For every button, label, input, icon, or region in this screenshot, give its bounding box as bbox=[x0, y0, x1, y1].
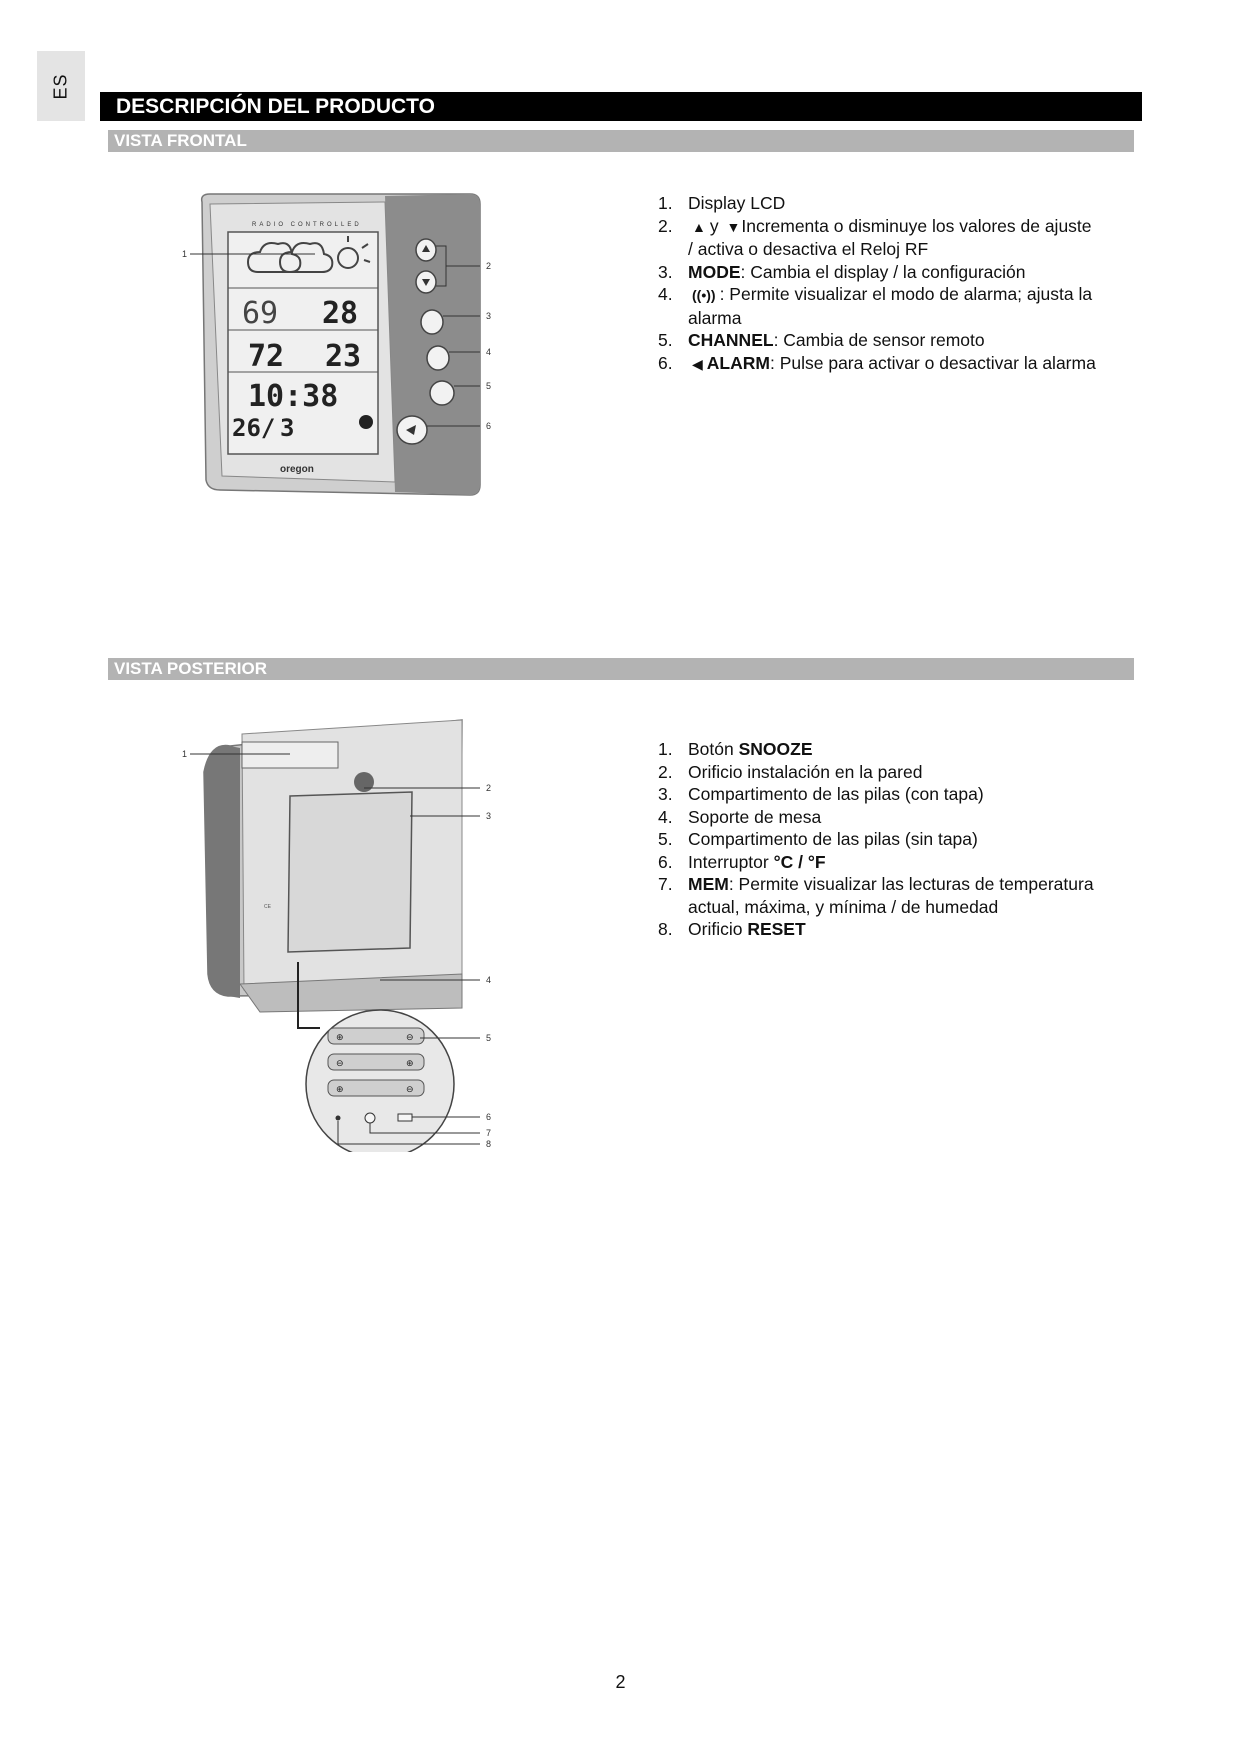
language-tab-label: ES bbox=[50, 72, 71, 100]
lcd-temperature-indoor: 72 bbox=[248, 339, 285, 374]
callout-1: 1 bbox=[182, 249, 188, 259]
legend-item: 8. Orificio RESET bbox=[658, 919, 806, 939]
svg-text:⊖: ⊖ bbox=[406, 1085, 414, 1095]
callout-2: 2 bbox=[486, 783, 492, 793]
section-heading-back: VISTA POSTERIOR bbox=[108, 658, 1134, 680]
svg-text:⊖: ⊖ bbox=[406, 1033, 414, 1043]
moon-phase-icon bbox=[359, 415, 373, 429]
legend-item: 3. MODE: Cambia el display / la configuración bbox=[658, 261, 1026, 282]
page-title: DESCRIPCIÓN DEL PRODUCTO bbox=[100, 92, 1142, 121]
legend-item: 2. Orificio instalación en la pared bbox=[658, 761, 923, 782]
back-legend bbox=[658, 738, 1138, 941]
alarm-bell-icon: ◀ bbox=[692, 355, 703, 372]
callout-3: 3 bbox=[486, 311, 492, 321]
language-tab bbox=[37, 51, 85, 121]
alarm-set-button[interactable] bbox=[427, 346, 449, 370]
legend-item: 1. Botón SNOOZE bbox=[658, 739, 813, 759]
svg-text:⊕: ⊕ bbox=[406, 1059, 414, 1069]
lcd-temperature-outdoor: 28 bbox=[322, 296, 359, 331]
triangle-down-icon: ▼ bbox=[726, 218, 741, 235]
legend-item: 7. MEM: Permite visualizar las lecturas de temperatura actual, máxima, y mínima / de humedad bbox=[658, 874, 1094, 917]
alarm-wave-icon: ((•)) bbox=[692, 287, 716, 303]
callout-7: 7 bbox=[486, 1128, 492, 1138]
lcd-humidity: 69 bbox=[242, 296, 279, 331]
callout-3: 3 bbox=[486, 811, 492, 821]
legend-item: 4. ((•)) : Permite visualizar el modo de alarma; ajusta la alarma bbox=[658, 284, 1093, 328]
triangle-up-icon: ▲ bbox=[692, 218, 706, 235]
legend-item: 2. ▲ y ▼Incrementa o disminuye los valores de ajuste / activa o desactiva el Reloj RF bbox=[658, 215, 1092, 259]
lcd-temperature-indoor-2: 23 bbox=[325, 339, 362, 374]
reset-hole[interactable] bbox=[336, 1116, 341, 1121]
svg-text:⊖: ⊖ bbox=[336, 1059, 344, 1069]
legend-item: 6. ◀ ALARM: Pulse para activar o desactivar la alarma bbox=[658, 352, 1138, 376]
lcd-date-month: 3 bbox=[280, 414, 295, 442]
lcd-date-day: 26/ bbox=[232, 414, 276, 442]
svg-text:⊕: ⊕ bbox=[336, 1033, 344, 1043]
callout-1: 1 bbox=[182, 749, 188, 759]
callout-4: 4 bbox=[486, 347, 492, 357]
lcd-brand-text: RADIO CONTROLLED bbox=[252, 222, 362, 228]
mode-button[interactable] bbox=[421, 310, 443, 334]
legend-item: 5. CHANNEL: Cambia de sensor remoto bbox=[658, 330, 985, 350]
front-view-figure bbox=[180, 190, 520, 500]
callout-5: 5 bbox=[486, 381, 492, 391]
legend-item: 1. Display LCD bbox=[658, 193, 786, 213]
legend-item: 3. Compartimento de las pilas (con tapa) bbox=[658, 784, 984, 804]
page-number: 2 bbox=[615, 1672, 626, 1692]
callout-4: 4 bbox=[486, 975, 492, 985]
svg-text:CE: CE bbox=[264, 904, 271, 910]
mem-button[interactable] bbox=[365, 1113, 375, 1123]
brand-logo: oregon bbox=[280, 464, 314, 475]
legend-item: 6. Interruptor °C / °F bbox=[658, 851, 826, 872]
callout-6: 6 bbox=[486, 1112, 492, 1122]
callout-6: 6 bbox=[486, 421, 492, 431]
legend-item: 4. Soporte de mesa bbox=[658, 806, 822, 827]
callout-2: 2 bbox=[486, 261, 492, 271]
callout-5: 5 bbox=[486, 1033, 492, 1043]
svg-text:⊕: ⊕ bbox=[336, 1085, 344, 1095]
back-view-figure bbox=[180, 712, 520, 1152]
section-heading-front: VISTA FRONTAL bbox=[108, 130, 1134, 152]
callout-8: 8 bbox=[486, 1139, 492, 1149]
front-legend bbox=[658, 192, 1138, 375]
lcd-time: 10:38 bbox=[248, 379, 339, 414]
channel-button[interactable] bbox=[430, 381, 454, 405]
legend-item: 5. Compartimento de las pilas (sin tapa) bbox=[658, 829, 978, 849]
celsius-fahrenheit-switch[interactable] bbox=[398, 1114, 412, 1121]
